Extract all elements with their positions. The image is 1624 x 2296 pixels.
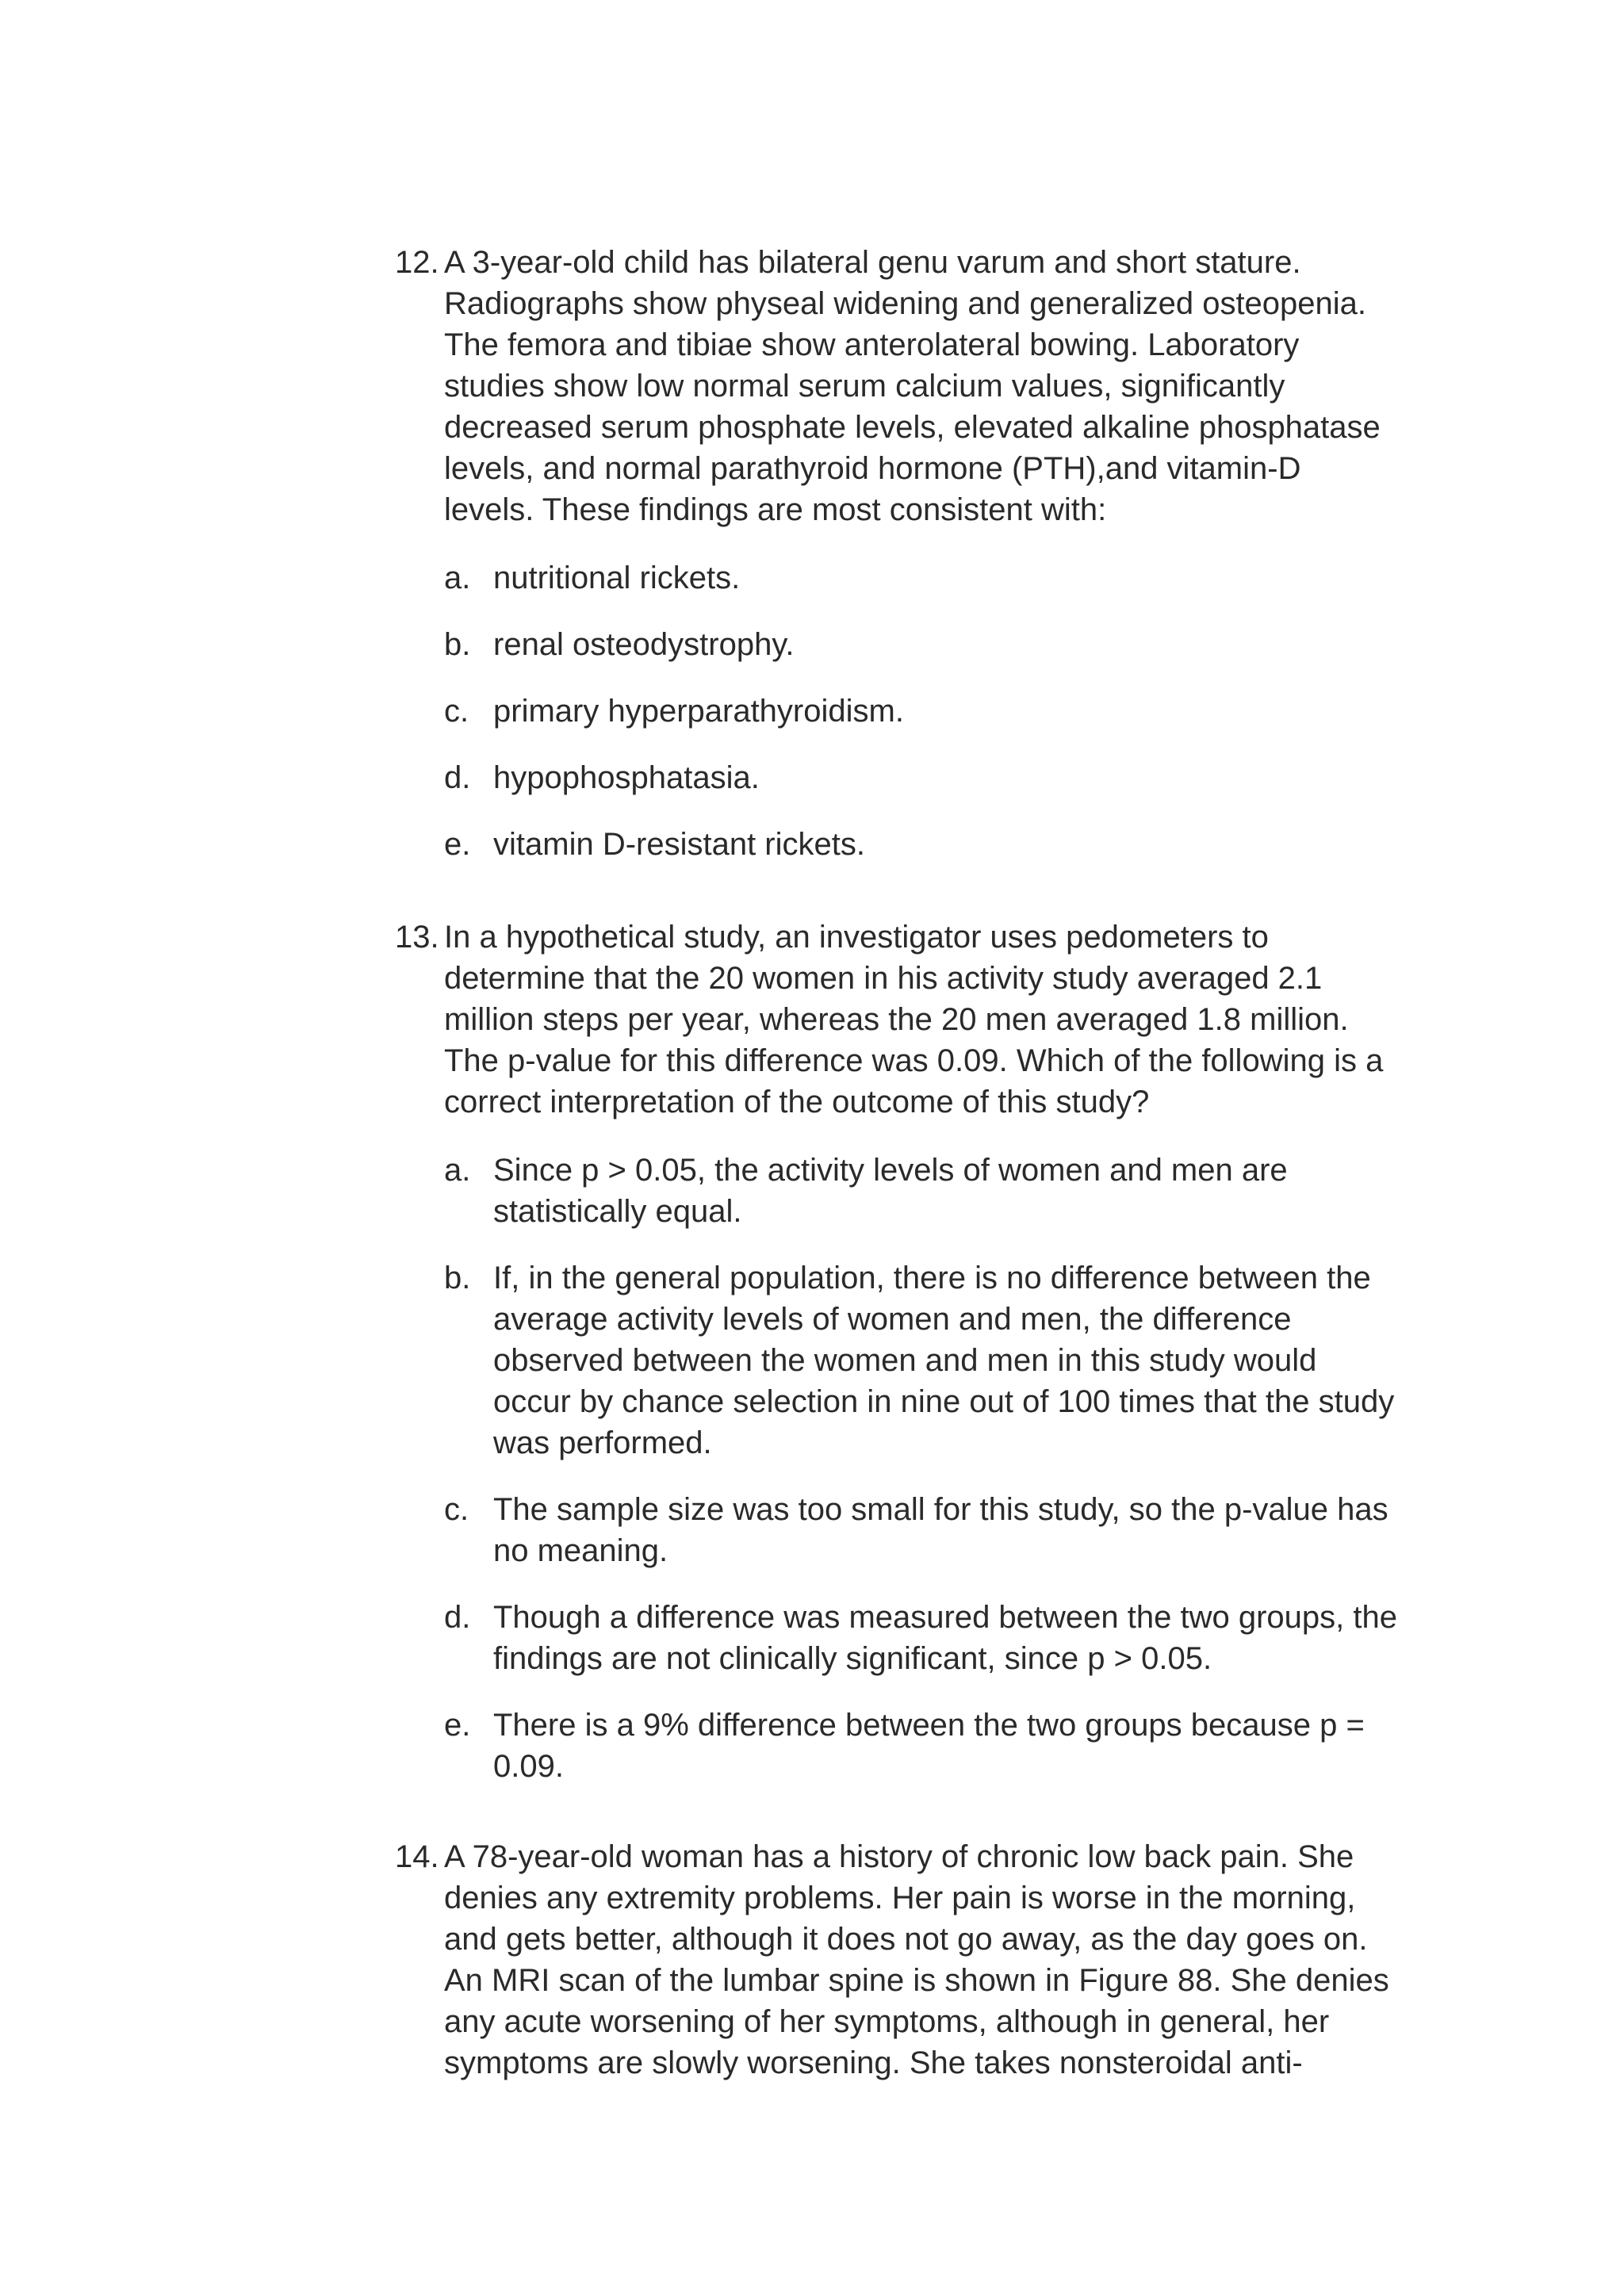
option-letter: d. xyxy=(444,1600,471,1635)
option-letter: a. xyxy=(444,561,471,595)
answer-option xyxy=(444,824,1457,865)
answer-option xyxy=(444,1257,1457,1464)
question-14 xyxy=(395,1836,1457,2084)
option-text: hypophosphatasia. xyxy=(493,760,760,795)
option-text: If, in the general population, there is no difference between the average activity levels of women and men, the difference observed between the women and men in this study would occur by chance selection in nine out of 100 times that the study was performed. xyxy=(493,1261,1395,1460)
answer-options xyxy=(444,557,1457,865)
option-text: Though a difference was measured between the two groups, the findings are not clinically significant, since p > 0.05. xyxy=(493,1600,1397,1676)
answer-option xyxy=(444,557,1457,599)
answer-option xyxy=(444,1489,1457,1571)
option-text: vitamin D-resistant rickets. xyxy=(493,827,865,862)
question-12 xyxy=(395,242,1457,890)
option-letter: e. xyxy=(444,1708,471,1743)
answer-option xyxy=(444,691,1457,732)
question-number: 12. xyxy=(395,245,439,280)
option-text: Since p > 0.05, the activity levels of women and men are statistically equal. xyxy=(493,1153,1288,1229)
option-text: primary hyperparathyroidism. xyxy=(493,694,904,729)
question-stem: A 3-year-old child has bilateral genu varum and short stature. Radiographs show physeal widening and generalized osteopenia. The femora and tibiae show anterolateral bowing. Laboratory studies show low normal serum calcium values, significantly decreased serum phosphate levels, elevated alkaline phosphatase levels, and normal parathyroid hormone (PTH),and vitamin-D levels. These findings are most consistent with: xyxy=(444,245,1381,527)
option-text: The sample size was too small for this study, so the p-value has no meaning. xyxy=(493,1492,1388,1568)
question-stem: In a hypothetical study, an investigator uses pedometers to determine that the 20 women in his activity study averaged 2.1 million steps per year, whereas the 20 men averaged 1.8 million. The p-value for this difference was 0.09. Which of the following is a correct interpretation of the outcome of this study? xyxy=(444,920,1384,1119)
answer-option xyxy=(444,1150,1457,1232)
option-text: There is a 9% difference between the two groups because p = 0.09. xyxy=(493,1708,1365,1784)
question-number: 13. xyxy=(395,920,439,955)
question-stem: A 78-year-old woman has a history of chronic low back pain. She denies any extremity problems. Her pain is worse in the morning, and gets better, although it does not go away, as the day goes on. An MRI scan of the lumbar spine is shown in Figure 88. She denies any acute worsening of her symptoms, although in general, her symptoms are slowly worsening. She takes nonsteroidal anti- xyxy=(444,1839,1389,2080)
option-text: nutritional rickets. xyxy=(493,561,741,595)
answer-option xyxy=(444,1597,1457,1679)
option-letter: c. xyxy=(444,1492,469,1527)
question-13 xyxy=(395,916,1457,1812)
answer-option xyxy=(444,624,1457,665)
answer-option xyxy=(444,757,1457,798)
option-letter: e. xyxy=(444,827,471,862)
answer-options xyxy=(444,1150,1457,1787)
answer-option xyxy=(444,1705,1457,1787)
option-letter: a. xyxy=(444,1153,471,1188)
option-text: renal osteodystrophy. xyxy=(493,627,795,662)
option-letter: b. xyxy=(444,1261,471,1295)
option-letter: c. xyxy=(444,694,469,729)
option-letter: d. xyxy=(444,760,471,795)
option-letter: b. xyxy=(444,627,471,662)
question-number: 14. xyxy=(395,1839,439,1874)
